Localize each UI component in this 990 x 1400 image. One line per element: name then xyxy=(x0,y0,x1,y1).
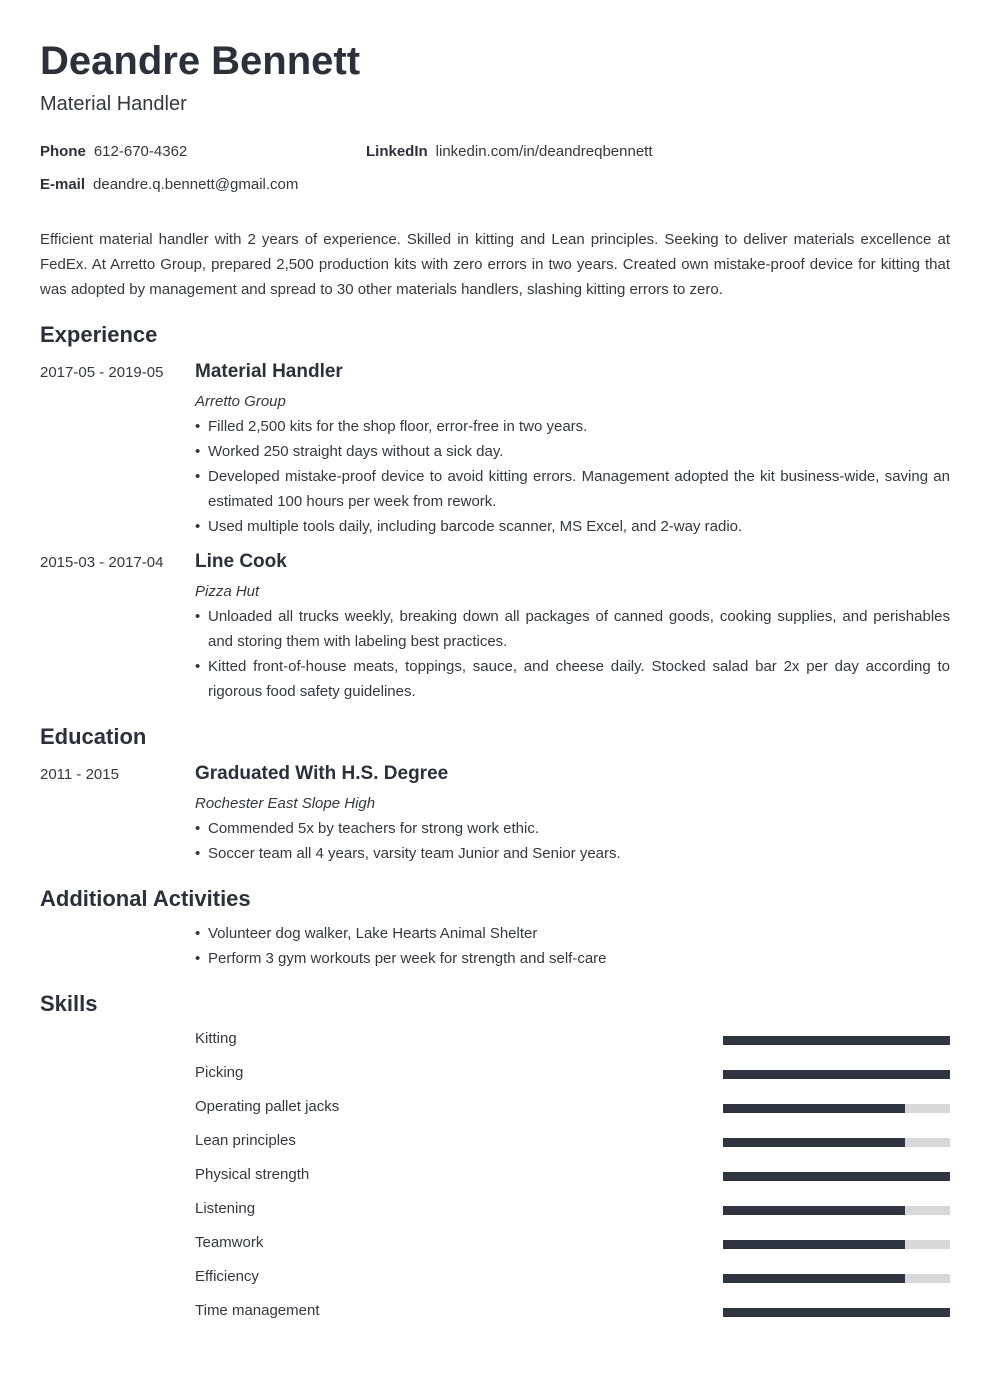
list-item: • Used multiple tools daily, including barcode scanner, MS Excel, and 2-way radio. xyxy=(195,514,950,539)
phone-value: 612-670-4362 xyxy=(93,143,188,160)
skill-row xyxy=(195,1129,950,1153)
section-heading-education: Education xyxy=(40,724,147,749)
skill-level-fill xyxy=(723,1240,905,1249)
skill-level-bar xyxy=(723,1308,950,1317)
skill-level-fill xyxy=(723,1172,950,1181)
skill-name: Efficiency xyxy=(195,1268,259,1285)
linkedin-label: LinkedIn xyxy=(366,143,428,160)
skill-name: Kitting xyxy=(195,1030,237,1047)
skill-row xyxy=(195,1197,950,1221)
list-item: • Developed mistake-proof device to avoid kitting errors. Management adopted the kit business-wide, saving an estimated 100 hours per week from rework. xyxy=(195,464,950,514)
section-heading-experience: Experience xyxy=(40,322,158,347)
skill-row xyxy=(195,1163,950,1187)
skill-row xyxy=(195,1299,950,1323)
list-item: • Unloaded all trucks weekly, breaking down all packages of canned goods, cooking supplies, and perishables and storing them with labeling best practices. xyxy=(195,604,950,654)
activities-list xyxy=(195,921,950,971)
linkedin-link[interactable]: linkedin.com/in/deandreqbennett xyxy=(435,143,653,160)
skill-level-fill xyxy=(723,1138,905,1147)
skill-name: Time management xyxy=(195,1302,320,1319)
summary-paragraph: Efficient material handler with 2 years of experience. Skilled in kitting and Lean principles. Seeking to deliver materials excellence at FedEx. At Arretto Group, prepared 2,500 production kits with zero errors in two years. Created own mistake-proof device for kitting that was adopted by management and spread to 30 other materials handlers, slashing kitting errors to zero. xyxy=(40,231,950,298)
job-company: Pizza Hut xyxy=(195,583,260,600)
skill-level-fill xyxy=(723,1206,905,1215)
job-role: Line Cook xyxy=(195,551,287,572)
skill-name: Picking xyxy=(195,1064,244,1081)
skill-level-fill xyxy=(723,1308,950,1317)
education-bullets xyxy=(195,816,950,866)
skill-level-bar xyxy=(723,1206,950,1215)
skill-row xyxy=(195,1231,950,1255)
section-heading-skills: Skills xyxy=(40,991,98,1016)
skill-row xyxy=(195,1027,950,1051)
list-item: • Filled 2,500 kits for the shop floor, error-free in two years. xyxy=(195,414,950,439)
email-link[interactable]: deandre.q.bennett@gmail.com xyxy=(93,176,299,193)
skill-name: Teamwork xyxy=(195,1234,264,1251)
contact-email xyxy=(40,175,298,195)
skill-row xyxy=(195,1265,950,1289)
job-title: Material Handler xyxy=(40,93,187,115)
education-dates: 2011 - 2015 xyxy=(40,766,119,783)
phone-label: Phone xyxy=(40,143,86,160)
skill-row xyxy=(195,1095,950,1119)
skill-level-fill xyxy=(723,1070,950,1079)
section-heading-activities: Additional Activities xyxy=(40,886,251,911)
job-role: Material Handler xyxy=(195,361,343,382)
education-school: Rochester East Slope High xyxy=(195,795,376,812)
skill-level-bar xyxy=(723,1240,950,1249)
job-dates: 2015-03 - 2017-04 xyxy=(40,554,164,571)
skill-name: Lean principles xyxy=(195,1132,296,1149)
skill-row xyxy=(195,1061,950,1085)
job-bullets xyxy=(195,414,950,539)
education-degree: Graduated With H.S. Degree xyxy=(195,763,449,784)
list-item: • Volunteer dog walker, Lake Hearts Animal Shelter xyxy=(195,921,950,946)
list-item: • Perform 3 gym workouts per week for strength and self-care xyxy=(195,946,950,971)
skill-level-bar xyxy=(723,1104,950,1113)
list-item: • Worked 250 straight days without a sick day. xyxy=(195,439,950,464)
skill-name: Operating pallet jacks xyxy=(195,1098,340,1115)
candidate-name: Deandre Bennett xyxy=(40,39,361,83)
list-item: • Commended 5x by teachers for strong work ethic. xyxy=(195,816,950,841)
skill-level-fill xyxy=(723,1104,905,1113)
list-item: • Soccer team all 4 years, varsity team Junior and Senior years. xyxy=(195,841,950,866)
list-item: • Kitted front-of-house meats, toppings, sauce, and cheese daily. Stocked salad bar 2x per day according to rigorous food safety guidelines. xyxy=(195,654,950,704)
skill-level-bar xyxy=(723,1070,950,1079)
job-bullets xyxy=(195,604,950,704)
skill-level-fill xyxy=(723,1274,905,1283)
job-dates: 2017-05 - 2019-05 xyxy=(40,364,164,381)
skill-level-bar xyxy=(723,1138,950,1147)
skill-level-bar xyxy=(723,1274,950,1283)
skill-level-bar xyxy=(723,1036,950,1045)
email-label: E-mail xyxy=(40,176,86,193)
skill-level-fill xyxy=(723,1036,950,1045)
skill-level-bar xyxy=(723,1172,950,1181)
job-company: Arretto Group xyxy=(195,393,286,410)
contact-phone xyxy=(40,142,187,162)
contact-linkedin xyxy=(366,142,653,162)
skill-name: Physical strength xyxy=(195,1166,310,1183)
skill-name: Listening xyxy=(195,1200,256,1217)
